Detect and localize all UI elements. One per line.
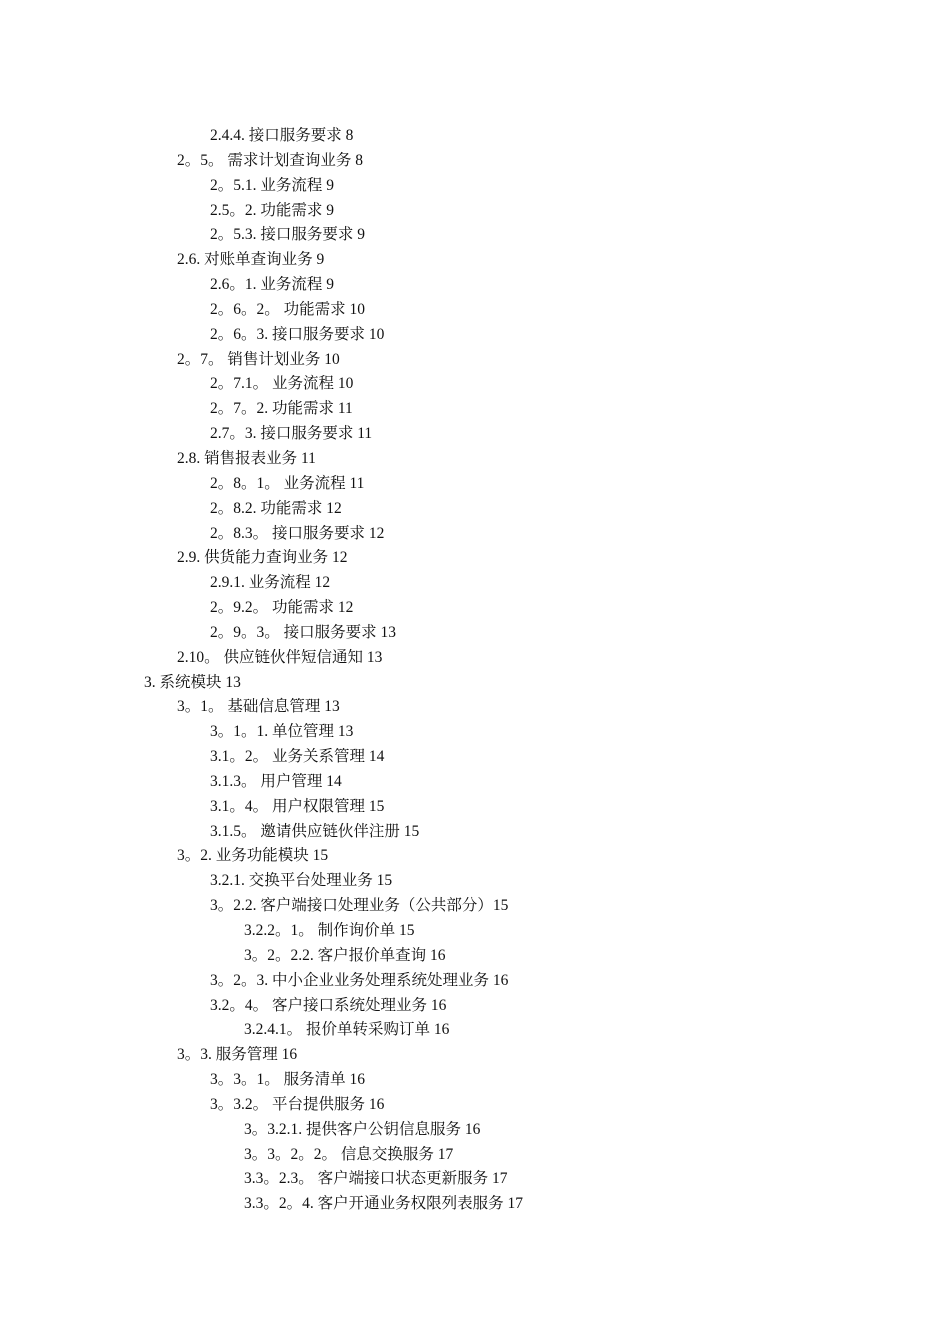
- toc-entry[interactable]: 3.2.4.1。 报价单转采购订单 16: [244, 1021, 450, 1039]
- toc-entry[interactable]: 3。3.2.1. 提供客户公钥信息服务 16: [244, 1120, 481, 1138]
- toc-entry[interactable]: 2.9. 供货能力查询业务 12: [177, 549, 348, 567]
- toc-entry[interactable]: 3.3。2。4. 客户开通业务权限列表服务 17: [244, 1195, 524, 1213]
- toc-entry[interactable]: 3。2. 业务功能模块 15: [177, 847, 329, 865]
- toc-entry[interactable]: 3。3。1。 服务清单 16: [210, 1071, 366, 1089]
- toc-entry[interactable]: 2.6. 对账单查询业务 9: [177, 251, 325, 269]
- toc-entry[interactable]: 2。5。 需求计划查询业务 8: [177, 151, 364, 169]
- toc-entry[interactable]: 3。2。2.2. 客户报价单查询 16: [244, 946, 446, 964]
- toc-entry[interactable]: 2。5.1. 业务流程 9: [210, 176, 335, 194]
- toc-entry[interactable]: 2.7。3. 接口服务要求 11: [210, 425, 373, 443]
- toc-entry[interactable]: 3。2.2. 客户端接口处理业务（公共部分）15: [210, 897, 509, 915]
- toc-entry[interactable]: 3。3。2。2。 信息交换服务 17: [244, 1145, 454, 1163]
- toc-entry[interactable]: 2。6。3. 接口服务要求 10: [210, 325, 385, 343]
- toc-entry[interactable]: 3.1。2。 业务关系管理 14: [210, 748, 385, 766]
- toc-entry[interactable]: 2.6。1. 业务流程 9: [210, 276, 335, 294]
- toc-entry[interactable]: 2。9.2。 功能需求 12: [210, 599, 354, 617]
- toc-entry[interactable]: 2。8。1。 业务流程 11: [210, 474, 365, 492]
- toc-entry[interactable]: 2.10。 供应链伙伴短信通知 13: [177, 648, 383, 666]
- toc-entry[interactable]: 2。8.3。 接口服务要求 12: [210, 524, 385, 542]
- toc-entry[interactable]: 3.2.1. 交换平台处理业务 15: [210, 872, 393, 890]
- toc-entry[interactable]: 3。3.2。 平台提供服务 16: [210, 1095, 385, 1113]
- toc-entry[interactable]: 3.2.2。1。 制作询价单 15: [244, 922, 415, 939]
- toc-entry[interactable]: 3。2。3. 中小企业业务处理系统处理业务 16: [210, 971, 509, 989]
- toc-entry[interactable]: 2。9。3。 接口服务要求 13: [210, 623, 397, 641]
- toc-entry[interactable]: 3。1。1. 单位管理 13: [210, 723, 354, 741]
- toc-entry[interactable]: 3.1.3。 用户管理 14: [210, 772, 342, 790]
- toc-entry[interactable]: 3.1.5。 邀请供应链伙伴注册 15: [210, 822, 420, 840]
- toc-entry[interactable]: 2。7.1。 业务流程 10: [210, 375, 354, 393]
- toc-entry[interactable]: 3. 系统模块 13: [144, 673, 241, 691]
- table-of-contents: [0, 124, 523, 1217]
- toc-entry[interactable]: 2。5.3. 接口服务要求 9: [210, 226, 366, 244]
- toc-entry[interactable]: 2.5。2. 功能需求 9: [210, 201, 335, 219]
- toc-entry[interactable]: 2.9.1. 业务流程 12: [210, 574, 331, 592]
- toc-entry[interactable]: 3。1。 基础信息管理 13: [177, 698, 340, 716]
- toc-entry[interactable]: 3。3. 服务管理 16: [177, 1046, 298, 1064]
- toc-entry[interactable]: 2。7。 销售计划业务 10: [177, 350, 340, 368]
- toc-entry[interactable]: 3.3。2.3。 客户端接口状态更新服务 17: [244, 1170, 508, 1188]
- toc-entry[interactable]: 2。6。2。 功能需求 10: [210, 300, 366, 318]
- toc-entry[interactable]: 3.1。4。 用户权限管理 15: [210, 797, 385, 815]
- toc-entry[interactable]: 3.2。4。 客户接口系统处理业务 16: [210, 996, 447, 1014]
- toc-entry[interactable]: 2.4.4. 接口服务要求 8: [210, 127, 354, 144]
- toc-entry[interactable]: 2。8.2. 功能需求 12: [210, 499, 342, 517]
- toc-entry[interactable]: 2。7。2. 功能需求 11: [210, 400, 353, 418]
- toc-entry[interactable]: 2.8. 销售报表业务 11: [177, 449, 316, 467]
